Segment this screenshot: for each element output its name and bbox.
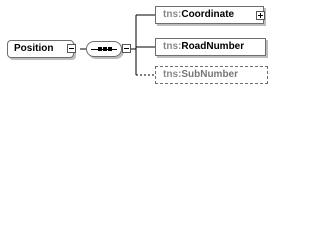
collapse-icon[interactable] — [122, 44, 131, 53]
sequence-dot-icon — [98, 47, 102, 51]
sequence-dot-icon — [103, 47, 107, 51]
expand-icon[interactable] — [256, 11, 265, 20]
sequence-dot-icon — [108, 47, 112, 51]
element-name: Coordinate — [181, 9, 235, 20]
element-name: RoadNumber — [181, 41, 245, 52]
namespace-prefix: tns: — [163, 41, 182, 52]
root-element-position[interactable] — [7, 40, 74, 58]
child-element-subnumber[interactable] — [155, 66, 268, 84]
namespace-prefix: tns: — [163, 69, 182, 80]
schema-diagram — [0, 0, 279, 101]
sequence-compositor[interactable] — [86, 41, 122, 57]
namespace-prefix: tns: — [163, 9, 182, 20]
root-element-label: Position — [14, 43, 54, 54]
child-element-roadnumber[interactable] — [155, 38, 266, 56]
collapse-icon[interactable] — [67, 44, 76, 53]
child-element-coordinate[interactable] — [155, 6, 264, 24]
element-name: SubNumber — [181, 69, 239, 80]
